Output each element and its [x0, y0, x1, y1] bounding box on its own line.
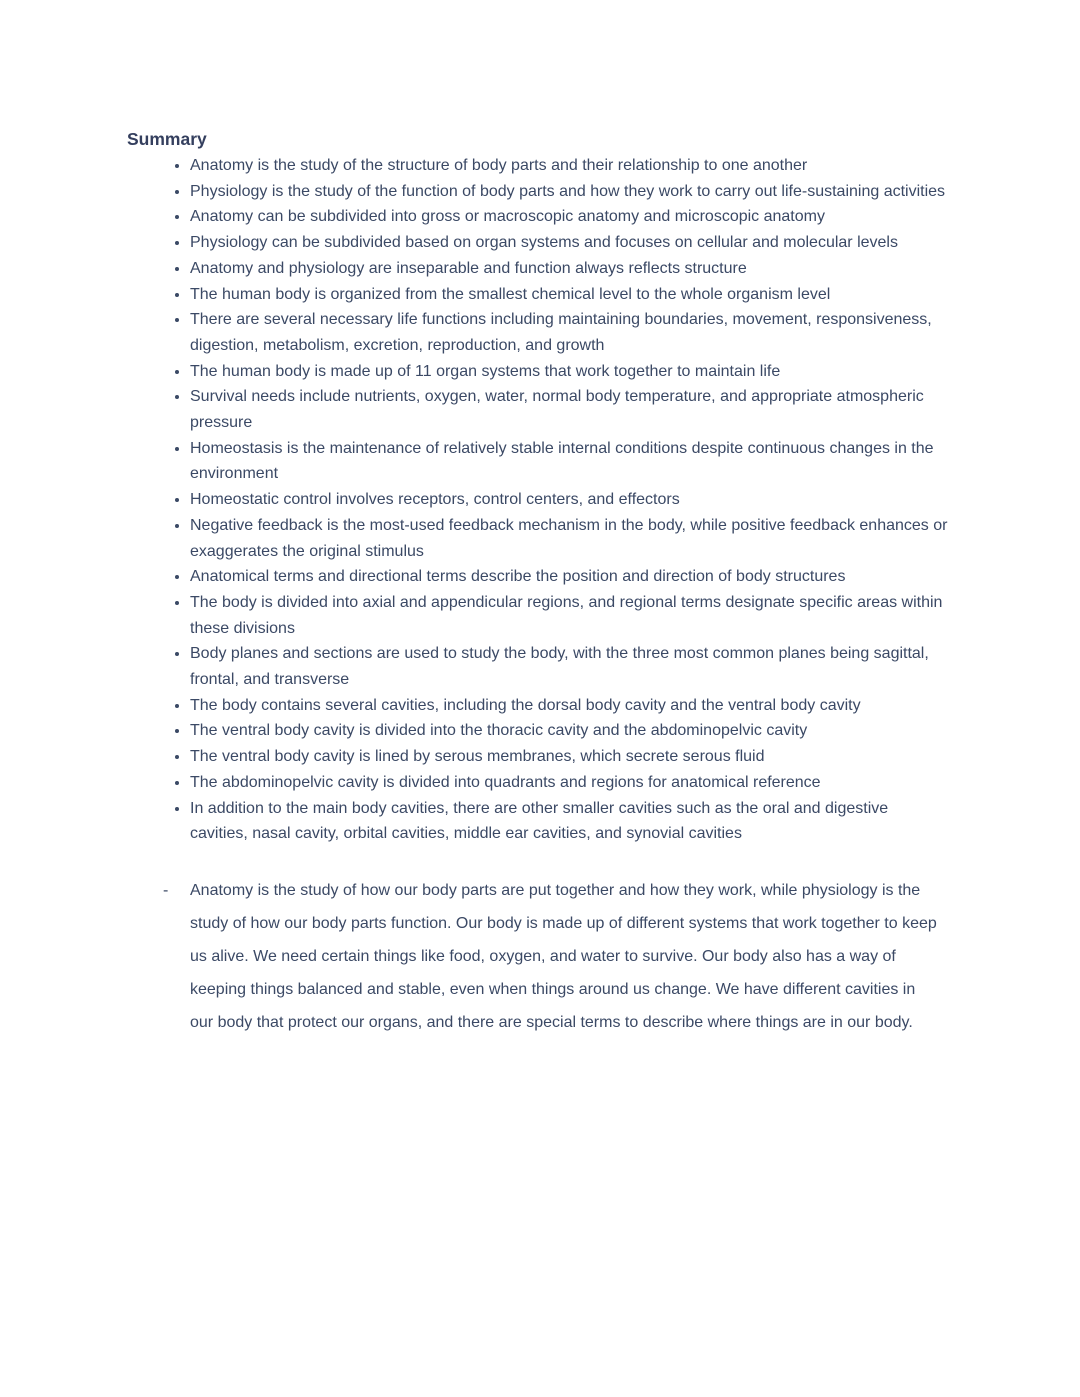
- bullet-item: • The body contains several cavities, including the dorsal body cavity and the ventral body cavity: [190, 693, 950, 719]
- bullet-item: • In addition to the main body cavities, there are other smaller cavities such as the oral and digestive cavities, nasal cavity, orbital cavities, middle ear cavities, and synovial cavities: [190, 796, 950, 847]
- bullet-item: • Anatomy and physiology are inseparable and function always reflects structure: [190, 256, 950, 282]
- bullet-item: • Homeostatic control involves receptors, control centers, and effectors: [190, 487, 950, 513]
- summary-heading: Summary: [127, 129, 207, 149]
- bullet-item: • The ventral body cavity is divided into the thoracic cavity and the abdominopelvic cavity: [190, 718, 950, 744]
- dash-paragraph: [163, 874, 953, 1039]
- bullet-item: • Negative feedback is the most-used feedback mechanism in the body, while positive feedback enhances or exaggerates the original stimulus: [190, 513, 950, 564]
- bullet-item: • Survival needs include nutrients, oxygen, water, normal body temperature, and appropriate atmospheric pressure: [190, 384, 950, 435]
- bullet-item: • The human body is organized from the smallest chemical level to the whole organism level: [190, 282, 950, 308]
- bullet-item: • Anatomy can be subdivided into gross or macroscopic anatomy and microscopic anatomy: [190, 204, 950, 230]
- bullet-item: • Homeostasis is the maintenance of relatively stable internal conditions despite continuous changes in the environment: [190, 436, 950, 487]
- bullet-item: • Physiology can be subdivided based on organ systems and focuses on cellular and molecular levels: [190, 230, 950, 256]
- bullet-item: • Physiology is the study of the function of body parts and how they work to carry out life-sustaining activities: [190, 179, 950, 205]
- bullet-item: • Anatomy is the study of the structure of body parts and their relationship to one another: [190, 153, 950, 179]
- dash-marker: -: [163, 881, 169, 899]
- bullet-item: • The human body is made up of 11 organ systems that work together to maintain life: [190, 359, 950, 385]
- bullet-item: • The abdominopelvic cavity is divided into quadrants and regions for anatomical reference: [190, 770, 950, 796]
- bullet-item: • There are several necessary life functions including maintaining boundaries, movement, responsiveness, digestion, metabolism, excretion, reproduction, and growth: [190, 307, 950, 358]
- summary-bullet-list: [127, 153, 950, 847]
- dash-paragraph-text: Anatomy is the study of how our body parts are put together and how they work, while physiology is the study of how our body parts function. Our body is made up of different systems that work together to keep us alive. We need certain things like food, oxygen, and water to survive. Our body also has a way of keeping things balanced and stable, even when things around us change. We have different cavities in our body that protect our organs, and there are special terms to describe where things are in our body.: [190, 881, 937, 1031]
- bullet-item: • The ventral body cavity is lined by serous membranes, which secrete serous fluid: [190, 744, 950, 770]
- bullet-item: • The body is divided into axial and appendicular regions, and regional terms designate specific areas within these divisions: [190, 590, 950, 641]
- bullet-item: • Anatomical terms and directional terms describe the position and direction of body structures: [190, 564, 950, 590]
- bullet-item: • Body planes and sections are used to study the body, with the three most common planes being sagittal, frontal, and transverse: [190, 641, 950, 692]
